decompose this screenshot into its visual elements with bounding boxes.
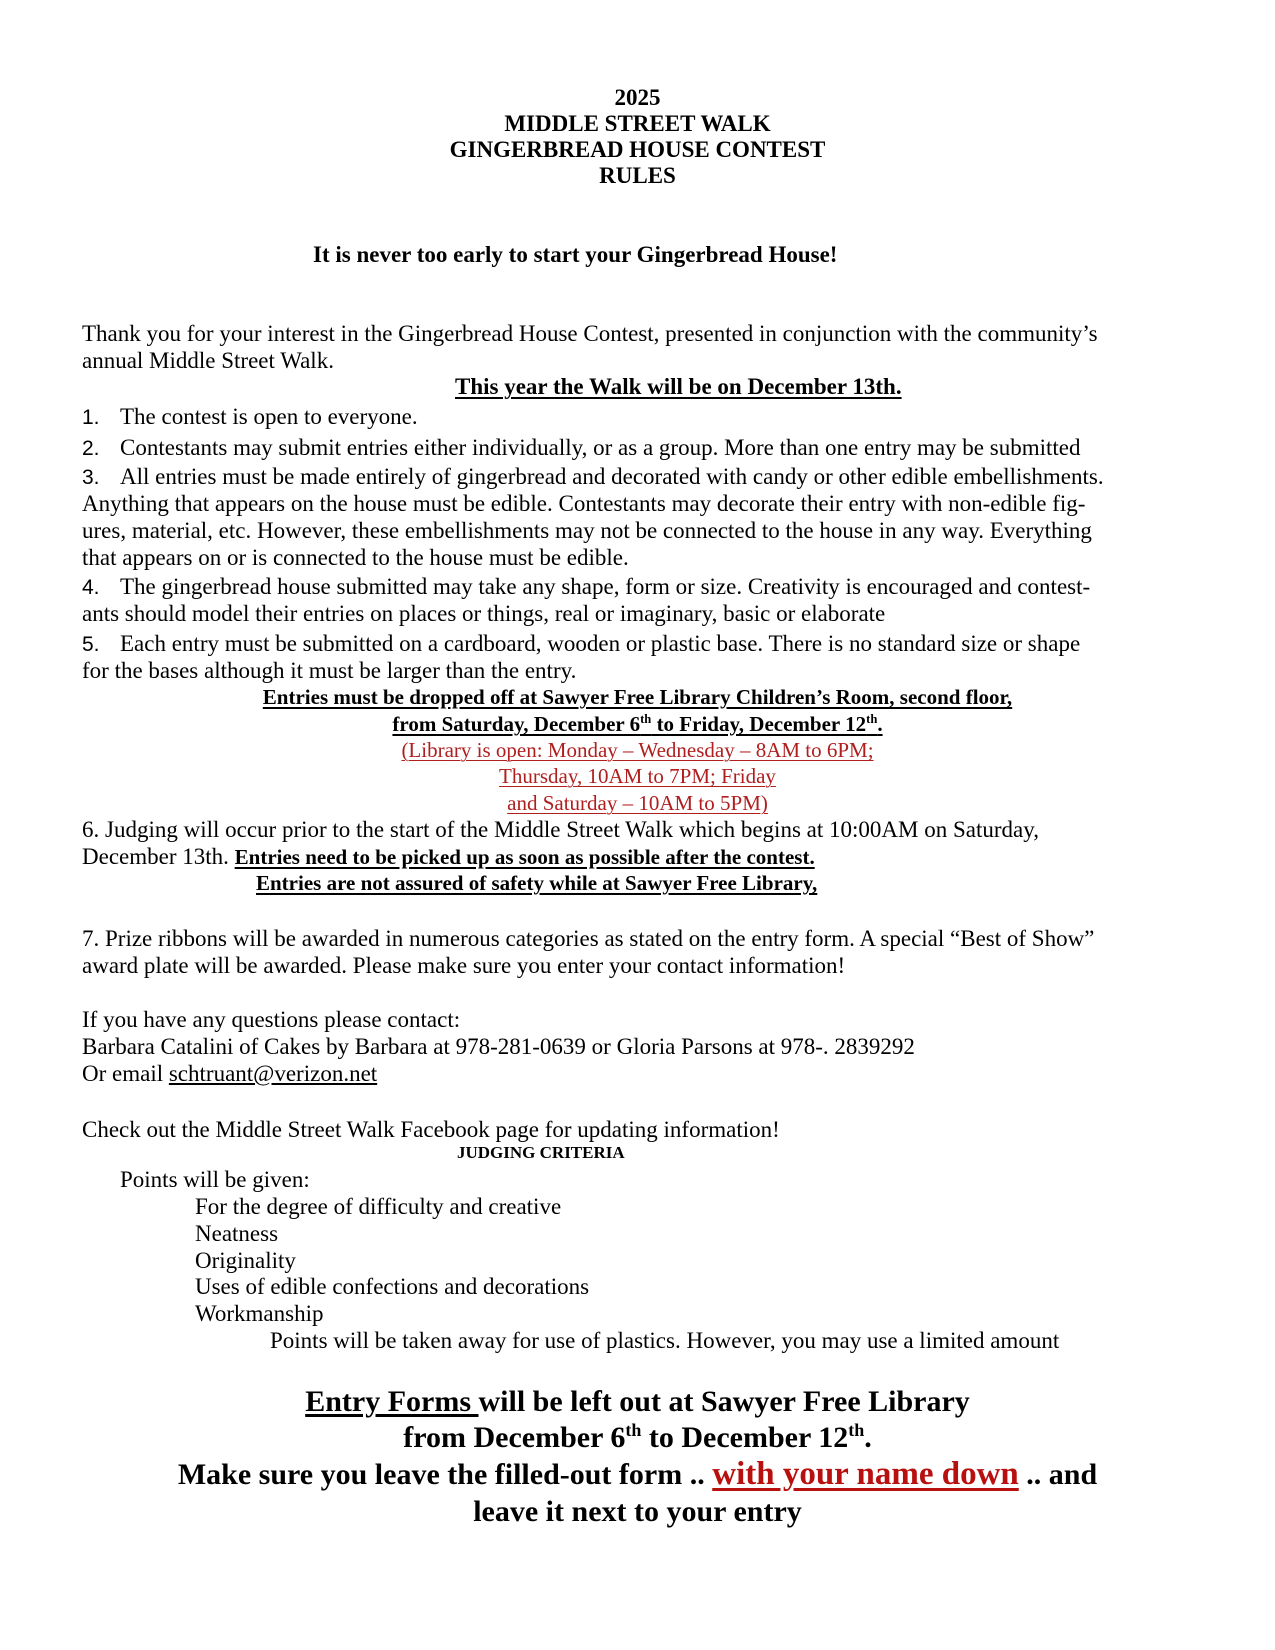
email-prefix: Or email	[82, 1061, 169, 1086]
footer-and: .. and	[1018, 1458, 1098, 1491]
rule-text-cont: ants should model their entries on places or things, real or imaginary, basic or elaborate	[82, 601, 886, 626]
rule6-date: December 13th.	[82, 844, 235, 869]
footer-line2	[0, 1420, 1275, 1456]
rule-text-cont: Anything that appears on the house must be edible. Contestants may decorate their entry with non-edible fig-	[82, 491, 1086, 516]
dropoff-from: from Saturday, December 6	[392, 712, 641, 736]
judging-heading: JUDGING CRITERIA	[457, 1143, 625, 1162]
rule-number: 5.	[82, 633, 100, 656]
header-line1: MIDDLE STREET WALK	[504, 111, 771, 136]
plastics-note: Points will be taken away for use of plastics. However, you may use a limited amount	[270, 1328, 1060, 1353]
email-link[interactable]: schtruant@verizon.net	[168, 1061, 378, 1086]
ordinal-suffix: th	[640, 712, 652, 726]
ordinal-suffix: th	[866, 712, 878, 726]
judging-criterion: Uses of edible confections and decorations	[195, 1274, 590, 1299]
rule-text-cont: that appears on or is connected to the house must be edible.	[82, 545, 629, 570]
intro-line2: annual Middle Street Walk.	[82, 348, 334, 373]
judging-intro: Points will be given:	[120, 1167, 310, 1192]
rule-text-cont: ures, material, etc. However, these embellishments may not be connected to the house in any way. Everything	[82, 518, 1092, 543]
dropoff-end: .	[877, 712, 883, 736]
footer-line3	[0, 1456, 1275, 1493]
contact-line1: If you have any questions please contact:	[82, 1007, 461, 1032]
header-line2: GINGERBREAD HOUSE CONTEST	[449, 137, 826, 162]
rule-item	[82, 630, 1080, 658]
library-hours-line1: (Library is open: Monday – Wednesday – 8AM to 6PM;	[401, 738, 874, 762]
judging-criterion: Workmanship	[195, 1301, 324, 1326]
footer-from: from December 6	[403, 1421, 626, 1454]
ordinal-suffix: th	[625, 1420, 642, 1440]
rule-item	[82, 434, 1080, 462]
rule-text: All entries must be made entirely of gingerbread and decorated with candy or other edible embellishments.	[120, 464, 1104, 489]
rule-number: 2.	[82, 437, 100, 460]
rule-text: The gingerbread house submitted may take any shape, form or size. Creativity is encouraged and contest-	[120, 574, 1091, 599]
safety-notice: Entries are not assured of safety while at Sawyer Free Library,	[256, 871, 818, 895]
header-line3: RULES	[599, 163, 676, 188]
footer-end: .	[864, 1421, 872, 1454]
footer-line1-rest: will be left out at Sawyer Free Library	[478, 1385, 970, 1418]
library-hours-line3: and Saturday – 10AM to 5PM)	[507, 791, 768, 815]
rule-number: 3.	[82, 466, 100, 489]
facebook-note: Check out the Middle Street Walk Facebook page for updating information!	[82, 1117, 780, 1142]
footer-line4: leave it next to your entry	[473, 1495, 802, 1528]
judging-criterion: Neatness	[195, 1221, 279, 1246]
rule-text-cont: for the bases although it must be larger than the entry.	[82, 658, 577, 683]
rule-item	[82, 463, 1104, 491]
judging-criterion: Originality	[195, 1248, 296, 1273]
dropoff-to: to Friday, December 12	[651, 712, 867, 736]
rule6-line1: 6. Judging will occur prior to the start of the Middle Street Walk which begins at 10:00AM on Saturday,	[82, 817, 1039, 842]
footer-to: to December 12	[641, 1421, 849, 1454]
dropoff-line1: Entries must be dropped off at Sawyer Free Library Children’s Room, second floor,	[262, 685, 1013, 709]
ordinal-suffix: th	[848, 1420, 865, 1440]
footer-instruction: Make sure you leave the filled-out form ..	[177, 1458, 713, 1491]
header-year: 2025	[614, 85, 661, 110]
rule-text: The contest is open to everyone.	[120, 404, 418, 429]
judging-criterion: For the degree of difficulty and creative	[195, 1194, 562, 1219]
rule7-line2: award plate will be awarded. Please make sure you enter your contact information!	[82, 953, 846, 978]
tagline: It is never too early to start your Gingerbread House!	[313, 242, 838, 267]
walk-date: This year the Walk will be on December 13th.	[455, 374, 902, 399]
rule7-line1: 7. Prize ribbons will be awarded in numerous categories as stated on the entry form. A special “Best of Show”	[82, 926, 1095, 951]
dropoff-line2	[0, 711, 1275, 738]
rule-text: Each entry must be submitted on a cardboard, wooden or plastic base. There is no standard size or shape	[120, 631, 1081, 656]
rule-number: 1.	[82, 406, 100, 429]
rule-item	[82, 403, 418, 431]
pickup-notice: Entries need to be picked up as soon as possible after the contest.	[234, 845, 815, 869]
intro-line1: Thank you for your interest in the Gingerbread House Contest, presented in conjunction with the community’s	[82, 321, 1098, 346]
footer-line1	[0, 1384, 1275, 1420]
contact-email-line	[82, 1060, 377, 1087]
rule6-line2	[82, 843, 815, 871]
library-hours-line2: Thursday, 10AM to 7PM; Friday	[499, 764, 776, 788]
rule-text: Contestants may submit entries either individually, or as a group. More than one entry may be submitted	[120, 435, 1081, 460]
name-down-emphasis: with your name down	[712, 1456, 1019, 1492]
rule-item	[82, 573, 1090, 601]
entry-forms-label: Entry Forms	[305, 1385, 479, 1418]
contact-line2: Barbara Catalini of Cakes by Barbara at 978-281-0639 or Gloria Parsons at 978-. 2839292	[82, 1034, 915, 1059]
rule-number: 4.	[82, 576, 100, 599]
